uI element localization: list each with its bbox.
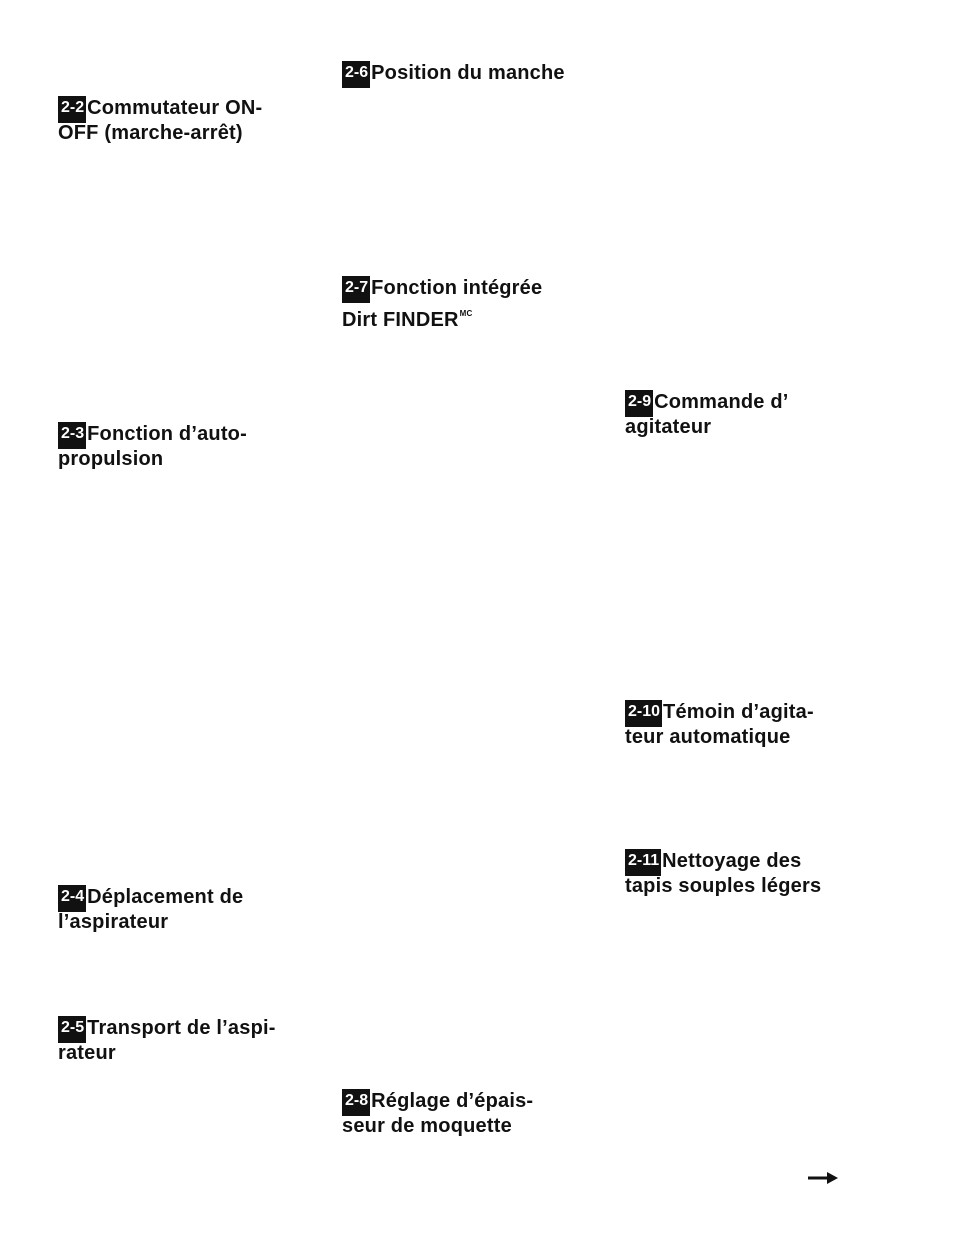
section-2-5 <box>58 1016 328 1064</box>
section-number-badge: 2-5 <box>58 1016 86 1043</box>
heading-line-2: tapis souples légers <box>625 875 822 897</box>
heading-line-2: rateur <box>58 1042 116 1064</box>
heading-line-1: Témoin d’agita- <box>663 701 814 723</box>
section-number-badge: 2-2 <box>58 96 86 123</box>
section-number-badge: 2-7 <box>342 276 370 303</box>
section-2-10 <box>625 700 895 748</box>
section-2-2 <box>58 96 328 144</box>
heading-line-1: Réglage d’épais- <box>371 1090 534 1112</box>
heading-line-2: teur automatique <box>625 726 791 748</box>
section-heading <box>625 700 895 748</box>
section-2-7 <box>342 276 612 331</box>
section-2-4 <box>58 885 328 933</box>
section-number-badge: 2-8 <box>342 1089 370 1116</box>
heading-line-1: Fonction d’auto- <box>87 423 247 445</box>
section-heading <box>58 96 328 144</box>
section-2-11 <box>625 849 895 897</box>
heading-line-1: Commutateur ON- <box>87 97 263 119</box>
section-heading <box>58 422 328 470</box>
heading-line-1: Transport de l’aspi- <box>87 1017 276 1039</box>
section-heading <box>58 885 328 933</box>
heading-line-1: Commande d’ <box>654 391 789 413</box>
heading-line-2: agitateur <box>625 416 712 438</box>
section-heading <box>342 276 612 331</box>
section-number-badge: 2-4 <box>58 885 86 912</box>
heading-line-2: l’aspirateur <box>58 911 169 933</box>
section-heading <box>342 61 612 88</box>
trademark-mark: MC <box>459 309 473 318</box>
heading-line-2: OFF (marche-arrêt) <box>58 122 243 144</box>
heading-line-1: Position du manche <box>371 62 565 84</box>
section-2-9 <box>625 390 895 438</box>
section-2-3 <box>58 422 328 470</box>
right-arrow-icon <box>807 1170 839 1186</box>
heading-line-1: Nettoyage des <box>662 850 802 872</box>
heading-line-1: Fonction intégrée <box>371 277 543 299</box>
section-heading <box>342 1089 612 1137</box>
section-2-8 <box>342 1089 612 1137</box>
heading-line-2: seur de moquette <box>342 1115 512 1137</box>
section-heading <box>625 849 895 897</box>
section-number-badge: 2-11 <box>625 849 661 876</box>
heading-line-2 <box>342 303 612 331</box>
section-heading <box>625 390 895 438</box>
heading-line-2: propulsion <box>58 448 164 470</box>
section-number-badge: 2-10 <box>625 700 662 727</box>
heading-line-1: Déplacement de <box>87 886 244 908</box>
section-number-badge: 2-3 <box>58 422 86 449</box>
brand-name: Dirt FINDER <box>342 309 459 331</box>
section-number-badge: 2-9 <box>625 390 653 417</box>
section-number-badge: 2-6 <box>342 61 370 88</box>
section-heading <box>58 1016 328 1064</box>
section-2-6 <box>342 61 612 88</box>
